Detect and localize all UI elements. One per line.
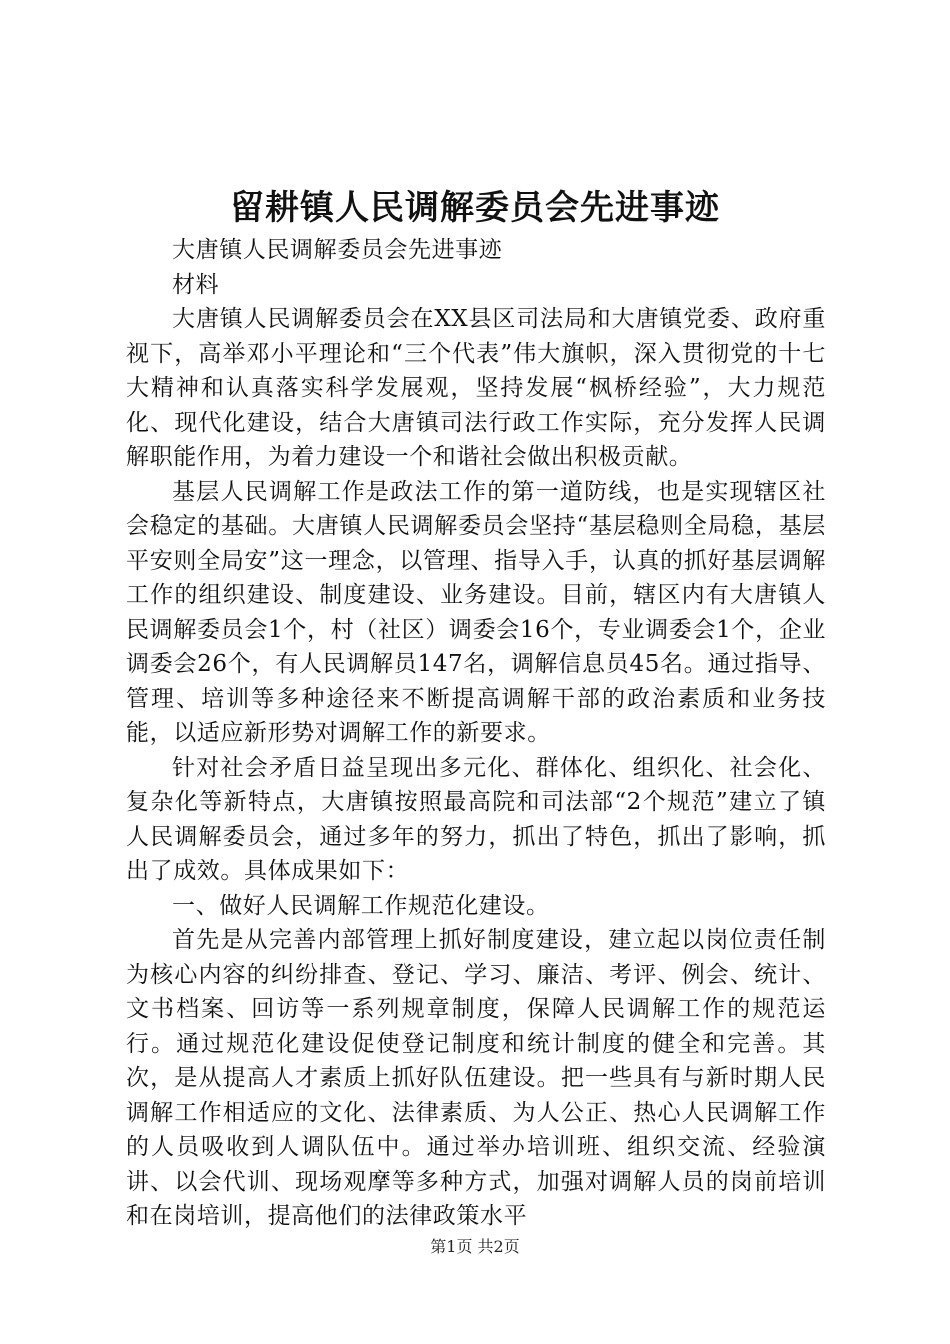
paragraph: 针对社会矛盾日益呈现出多元化、群体化、组织化、社会化、复杂化等新特点，大唐镇按照最高院和司法部“2个规范”建立了镇人民调解委员会，通过多年的努力，抓出了特色，抓出了影响，抓出了成效。具体成果如下：	[126, 754, 826, 884]
paragraph: 首先是从完善内部管理上抓好制度建设，建立起以岗位责任制为核心内容的纠纷排查、登记、学习、廉洁、考评、例会、统计、文书档案、回访等一系列规章制度，保障人民调解工作的规范运行。通过规范化建设促使登记制度和统计制度的健全和完善。其次，是从提高人才素质上抓好队伍建设。把一些具有与新时期人民调解工作相适应的文化、法律素质、为人公正、热心人民调解工作的人员吸收到人调队伍中。通过举办培训班、组织交流、经验演讲、以会代训、现场观摩等多种方式，加强对调解人员的岗前培训和在岗培训，提高他们的法律政策水平	[126, 927, 826, 1229]
paragraph: 大唐镇人民调解委员会在XX县区司法局和大唐镇党委、政府重视下，高举邓小平理论和“三个代表”伟大旗帜，深入贯彻党的十七大精神和认真落实科学发展观，坚持发展“枫桥经验”，大力规范化、现代化建设，结合大唐镇司法行政工作实际，充分发挥人民调解职能作用，为着力建设一个和谐社会做出积极贡献。	[126, 306, 826, 470]
paragraph-subtitle-cont: 材料	[172, 271, 220, 298]
page-footer: 第1页 共2页	[430, 1237, 520, 1256]
document-body	[126, 233, 826, 1234]
section-heading: 一、做好人民调解工作规范化建设。	[172, 892, 550, 919]
paragraph: 基层人民调解工作是政法工作的第一道防线，也是实现辖区社会稳定的基础。大唐镇人民调解委员会坚持“基层稳则全局稳，基层平安则全局安”这一理念，以管理、指导入手，认真的抓好基层调解工作的组织建设、制度建设、业务建设。目前，辖区内有大唐镇人民调解委员会1个，村（社区）调委会16个，专业调委会1个，企业调委会26个，有人民调解员147名，调解信息员45名。通过指导、管理、培训等多种途径来不断提高调解干部的政治素质和业务技能，以适应新形势对调解工作的新要求。	[126, 478, 826, 746]
paragraph-subtitle: 大唐镇人民调解委员会先进事迹	[172, 237, 503, 263]
document-title: 留耕镇人民调解委员会先进事迹	[230, 188, 720, 228]
